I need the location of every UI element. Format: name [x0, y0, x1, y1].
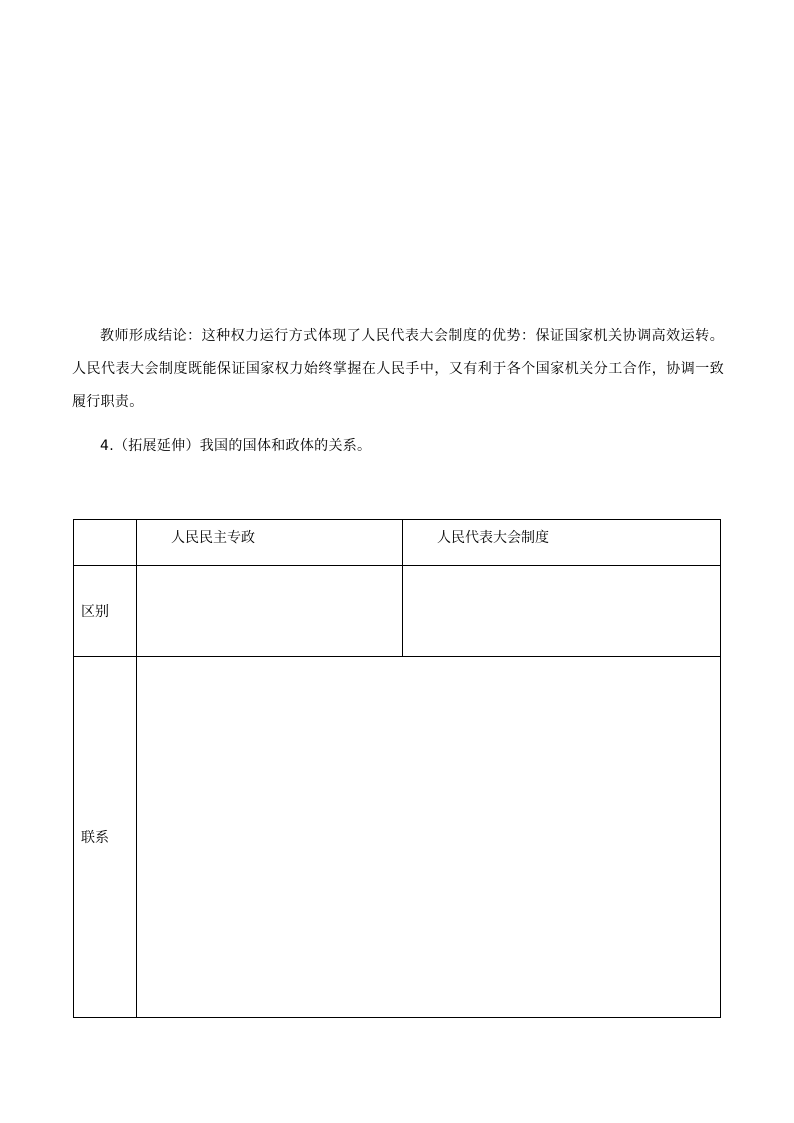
conclusion-paragraph: 教师形成结论：这种权力运行方式体现了人民代表大会制度的优势：保证国家机关协调高效运转。人民代表大会制度既能保证国家权力始终掌握在人民手中，又有利于各个国家机关分工合作，协调一致履行职责。 — [72, 328, 724, 410]
header-dictatorship: 人民民主专政 — [137, 520, 403, 566]
difference-congress-cell[interactable] — [403, 566, 721, 657]
difference-dictatorship-cell[interactable] — [137, 566, 403, 657]
connection-cell[interactable] — [137, 657, 721, 1018]
table-header-row — [74, 520, 721, 566]
header-congress-system: 人民代表大会制度 — [403, 520, 721, 566]
table-row-connection — [74, 657, 721, 1018]
comparison-table — [73, 519, 721, 1018]
row-label-difference: 区别 — [74, 566, 137, 657]
header-corner-cell — [74, 520, 137, 566]
row-label-connection: 联系 — [74, 657, 137, 1018]
extension-question: 4.（拓展延伸）我国的国体和政体的关系。 — [100, 438, 372, 454]
table-row-difference — [74, 566, 721, 657]
